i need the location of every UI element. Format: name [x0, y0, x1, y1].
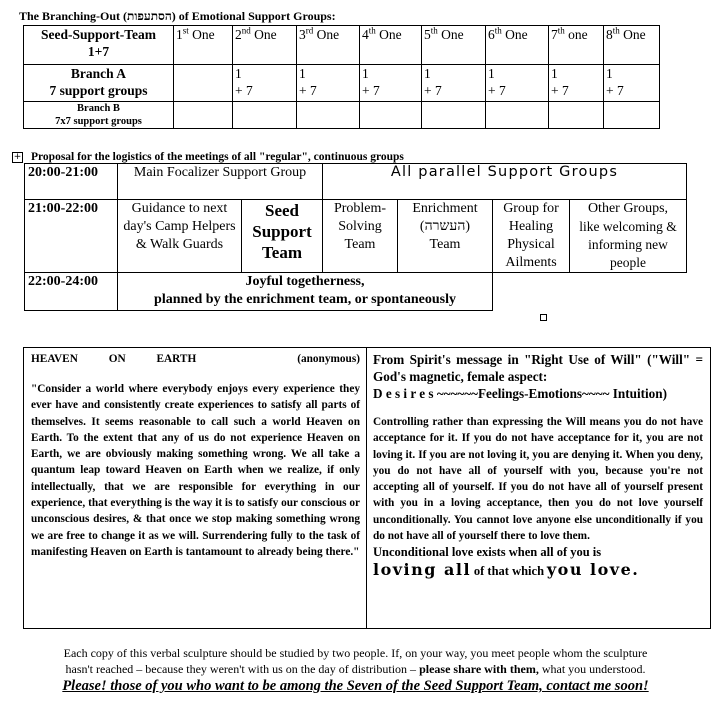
- time-cell: 20:00-21:00: [25, 164, 118, 200]
- time-cell: 21:00-22:00: [25, 200, 118, 273]
- col-header: 8th One: [604, 26, 660, 65]
- col-header: 6th One: [486, 26, 549, 65]
- branch-b-label-cell: [24, 102, 174, 129]
- footer-line-1: Each copy of this verbal sculpture should be studied by two people. If, on your way, you meet people whom the sculpture: [63, 646, 648, 660]
- spirit-desires: D e s i r e s ~~~~~~Feelings-Emotions~~~~ Intuition): [373, 386, 667, 401]
- seed-team-header-cell: [24, 26, 174, 65]
- branch-a-cell-empty: [174, 65, 233, 102]
- other-groups-cell: Other Groups, like welcoming & informing new people: [570, 200, 687, 273]
- branch-b-cell: [549, 102, 604, 129]
- logistics-table: [24, 163, 687, 311]
- footer-cta: Please! those of you who want to be among the Seven of the Seed Support Team, contact me soon!: [62, 678, 649, 694]
- col-header: 5th One: [422, 26, 486, 65]
- problem-solving-cell: Problem-Solving Team: [323, 200, 398, 273]
- branch-a-count: 7 support groups: [49, 83, 148, 98]
- enrichment-cell: Enrichment (העשרה) Team: [398, 200, 493, 273]
- col-header: 7th one: [549, 26, 604, 65]
- branch-a-cell: 1 + 7: [360, 65, 422, 102]
- main-focalizer-cell: Main Focalizer Support Group: [118, 164, 323, 200]
- joyful-cell: Joyful togetherness, planned by the enrichment team, or spontaneously: [118, 273, 493, 311]
- branch-a-label: Branch A: [70, 66, 127, 81]
- branching-table: [23, 25, 660, 129]
- branch-a-cell: 1 + 7: [549, 65, 604, 102]
- col-header: 2nd One: [233, 26, 297, 65]
- branch-b-cell: [174, 102, 233, 129]
- col-header: 1st One: [174, 26, 233, 65]
- heaven-quote-box: [23, 347, 367, 629]
- spirit-quote-box: [366, 347, 711, 629]
- healing-cell: Group for Healing Physical Ailments: [493, 200, 570, 273]
- branch-b-cell: [233, 102, 297, 129]
- seed-team-count: 1+7: [87, 44, 110, 59]
- branch-a-label-cell: [24, 65, 174, 102]
- seed-team-cell: Seed Support Team: [242, 200, 323, 273]
- spirit-ending: Unconditional love exists when all of you is loving all of that which you love.: [373, 545, 640, 579]
- branch-b-cell: [486, 102, 549, 129]
- branch-b-count: 7x7 support groups: [55, 116, 142, 127]
- parallel-groups-cell: All parallel Support Groups: [323, 164, 687, 200]
- footer-line-2: hasn't reached – because they weren't with us on the day of distribution – please share with them, what you understood.: [65, 662, 646, 676]
- branch-a-cell: 1 + 7: [297, 65, 360, 102]
- empty-cell: [493, 273, 687, 311]
- time-cell: 22:00-24:00: [25, 273, 118, 311]
- branching-title: The Branching-Out (הסתעפות) of Emotional Support Groups:: [19, 9, 336, 23]
- heaven-heading: [31, 352, 360, 367]
- branch-a-cell: 1 + 7: [422, 65, 486, 102]
- guidance-cell: Guidance to next day's Camp Helpers & Walk Guards: [118, 200, 242, 273]
- col-header: 3rd One: [297, 26, 360, 65]
- heaven-text: "Consider a world where everybody enjoys every experience they ever have and consistently create experiences to satisfy all parts of themselves. It seems reasonable to call such a world Heaven on Earth. To the extent that any of us do not experience Heaven on Earth, we are obviously making something wrong. We all take a quantum leap toward Heaven on Earth when we realize, if only intellectually, that we are responsible for everything in our experience, that everything is the way it is to satisfy our conscious or unconscious desires, & that once we stop making something wrong we are free to change it as we will. Surrendering fully to the task of manifesting Heaven on Earth is tantamount to already being there.": [31, 383, 360, 558]
- spirit-body: Controlling rather than expressing the Will means you do not have acceptance for it. If you do not have acceptance for it, you are not loving it. If you are not loving it, you are denying it. When you deny, you do not have all of yourself with you, because you're not accepting all of yourself. If you do not have all of yourself present with you in a loving acceptance, then you do not love yourself unconditionally. You cannot love anyone else unconditionally if you do not have all of yourself there to love them.: [373, 416, 703, 543]
- col-header: 4th One: [360, 26, 422, 65]
- branch-a-cell: 1 + 7: [486, 65, 549, 102]
- resize-handle[interactable]: [540, 314, 547, 321]
- spirit-title: From Spirit's message in "Right Use of Will" ("Will" = God's magnetic, female aspect:: [373, 352, 703, 384]
- plus-in-box-icon[interactable]: +: [13, 152, 22, 162]
- logistics-title: Proposal for the logistics of the meetings of all "regular", continuous groups: [31, 151, 404, 163]
- branch-b-cell: [360, 102, 422, 129]
- branch-a-cell: 1 + 7: [604, 65, 660, 102]
- heaven-title: HEAVEN ON EARTH: [31, 353, 197, 365]
- branch-a-cell: 1 + 7: [233, 65, 297, 102]
- branch-b-label: Branch B: [77, 103, 120, 114]
- branch-b-cell: [604, 102, 660, 129]
- heaven-author: (anonymous): [297, 353, 360, 365]
- seed-team-label: Seed-Support-Team: [40, 27, 156, 42]
- branch-b-cell: [422, 102, 486, 129]
- branch-b-cell: [297, 102, 360, 129]
